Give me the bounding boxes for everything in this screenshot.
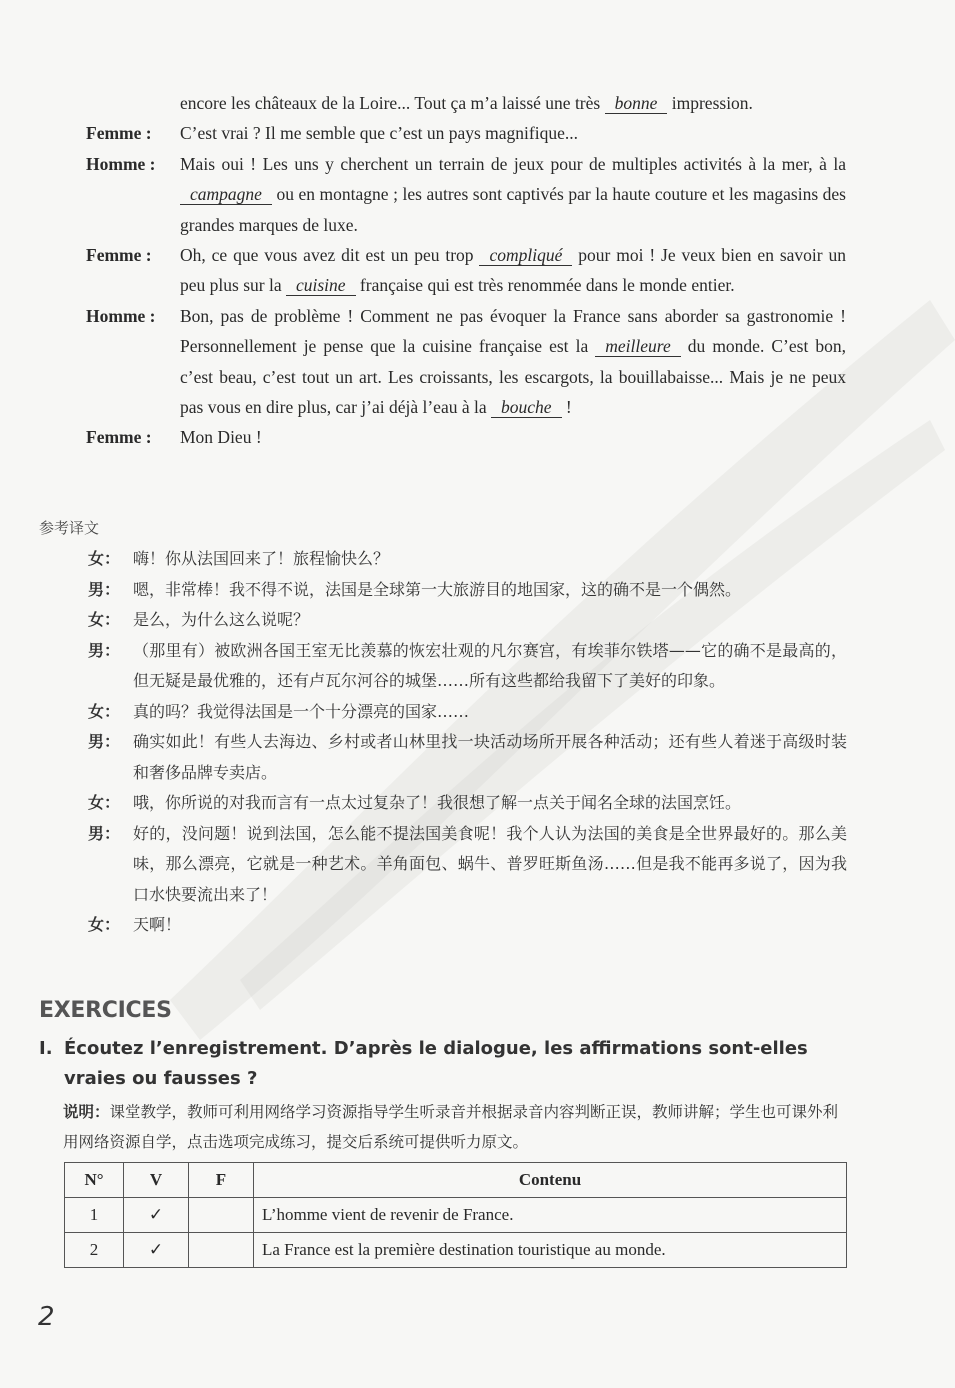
page-number: 2 [38,1302,55,1332]
exercise-instruction [39,1034,839,1094]
vrai-mark: ✓ [124,1198,189,1233]
translation-text: （那里有）被欧洲各国王室无比羡慕的恢宏壮观的凡尔赛宫，有埃菲尔铁塔——它的确不是最高的，但无疑是最优雅的，还有卢瓦尔河谷的城堡……所有这些都给我留下了美好的印象。 [133,640,847,690]
dialogue-line [0,118,955,148]
translation-line [0,788,955,819]
french-dialogue [0,88,955,453]
fill-in-answer: meilleure [595,336,680,357]
speaker-label: Femme : [86,123,152,144]
dialogue-segment: impression. [667,93,753,113]
dialogue-segment: Mon Dieu ! [180,427,262,448]
dialogue-text [180,118,846,148]
table-header-row [65,1163,847,1198]
chinese-translation [0,544,955,941]
faux-mark [189,1233,254,1268]
dialogue-text [180,301,846,423]
dialogue-text [180,88,846,118]
dialogue-segment: française qui est très renommée dans le monde entier. [355,275,735,296]
dialogue-text [180,149,846,240]
translation-speaker: 男： [88,579,121,599]
header-faux: F [189,1163,254,1198]
faux-mark [189,1198,254,1233]
header-number: N° [65,1163,124,1198]
dialogue-segment: ou en montagne ; les autres sont captivés par la haute couture et les magasins des grandes marques de luxe. [180,184,846,235]
speaker-label: Homme : [86,153,156,174]
dialogue-segment: Mais oui ! Les uns y cherchent un terrain de jeux pour de multiples activités à la mer, à la [180,153,846,174]
translation-text: 好的，没问题！说到法国，怎么能不提法国美食呢！我个人认为法国的美食是全世界最好的。那么美味，那么漂亮，它就是一种艺术。羊角面包、蜗牛、普罗旺斯鱼汤……但是我不能再多说了，因为我口水快要流出来了！ [133,823,847,904]
translation-title: 参考译文 [39,519,100,537]
speaker-label: Femme : [86,427,152,448]
exercises-heading: EXERCICES [39,998,172,1023]
translation-speaker: 女： [88,793,121,812]
dialogue-segment: Bon, pas de problème ! Comment ne pas évoquer la France sans aborder sa gastronomie ! Personnellement je pense que la cuisine française est la [180,305,846,357]
translation-text: 哦，你所说的对我而言有一点太过复杂了！我很想了解一点关于闻名全球的法国烹饪。 [133,793,742,812]
fill-in-answer: compliqué [479,245,572,266]
table-row [65,1233,847,1268]
table-row [65,1198,847,1233]
header-vrai: V [124,1163,189,1198]
translation-line [0,910,955,941]
fill-in-answer: bouche [491,397,562,418]
dialogue-line [0,422,955,452]
translation-line [0,819,955,911]
translation-line [0,575,955,606]
row-number: 1 [65,1198,124,1233]
dialogue-line [0,149,955,240]
translation-text: 嗨！你从法国回来了！旅程愉快么？ [133,549,390,568]
dialogue-segment: C’est vrai ? Il me semble que c’est un pays magnifique... [180,123,579,144]
translation-speaker: 女： [88,610,121,629]
dialogue-line [0,240,955,301]
translation-text: 天啊！ [133,915,182,934]
translation-line [0,697,955,728]
translation-text: 确实如此！有些人去海边、乡村或者山林里找一块活动场所开展各种活动；还有些人着迷于高级时装和奢侈品牌专卖店。 [133,732,847,782]
statement-text: L’homme vient de revenir de France. [254,1198,847,1233]
dialogue-text [180,240,846,301]
fill-in-answer: campagne [180,184,272,205]
row-number: 2 [65,1233,124,1268]
translation-text: 真的吗？我觉得法国是一个十分漂亮的国家…… [133,701,470,721]
dialogue-line [0,88,955,118]
note-label: 说明： [63,1103,110,1121]
translation-speaker: 男： [88,640,121,660]
dialogue-segment: encore les châteaux de la Loire... Tout ça m’a laissé une très [180,93,605,113]
speaker-label: Homme : [86,305,156,326]
translation-speaker: 男： [88,732,121,751]
instruction-line-1: Écoutez l’enregistrement. D’après le dialogue, les affirmations sont-elles [64,1038,808,1059]
exercise-note [63,1097,853,1157]
translation-text: 嗯，非常棒！我不得不说，法国是全球第一大旅游目的地国家，这的确不是一个偶然。 [133,579,742,599]
translation-line [0,727,955,788]
dialogue-segment: Oh, ce que vous avez dit est un peu trop [180,245,480,266]
true-false-table [64,1162,847,1268]
dialogue-segment: ! [561,397,572,418]
translation-text: 是么，为什么这么说呢？ [133,610,310,629]
statement-text: La France est la première destination touristique au monde. [254,1233,847,1268]
header-contenu: Contenu [254,1163,847,1198]
translation-speaker: 女： [88,549,121,568]
fill-in-answer: bonne [605,93,668,114]
dialogue-text [180,422,846,452]
note-text: 课堂教学，教师可利用网络学习资源指导学生听录音并根据录音内容判断正误，教师讲解；学生也可课外利用网络资源自学，点击选项完成练习，提交后系统可提供听力原文。 [63,1103,839,1151]
translation-line [0,544,955,575]
fill-in-answer: cuisine [286,275,356,296]
vrai-mark: ✓ [124,1233,189,1268]
dialogue-segment: pour moi ! Je veux bien en savoir un peu plus sur la [180,245,846,296]
speaker-label: Femme : [86,245,152,266]
translation-speaker: 女： [88,701,121,721]
translation-speaker: 女： [88,915,121,934]
translation-speaker: 男： [88,823,121,843]
exercise-number: I. [39,1038,53,1059]
translation-line [0,605,955,636]
instruction-line-2: vraies ou fausses ? [64,1068,258,1089]
translation-line [0,636,955,697]
dialogue-segment: du monde. C’est bon, c’est beau, c’est tout un art. Les croissants, les escargots, la bouillabaisse... Mais je ne peux pas vous en dire plus, car j’ai déjà l’eau à la [180,336,846,418]
dialogue-line [0,301,955,423]
